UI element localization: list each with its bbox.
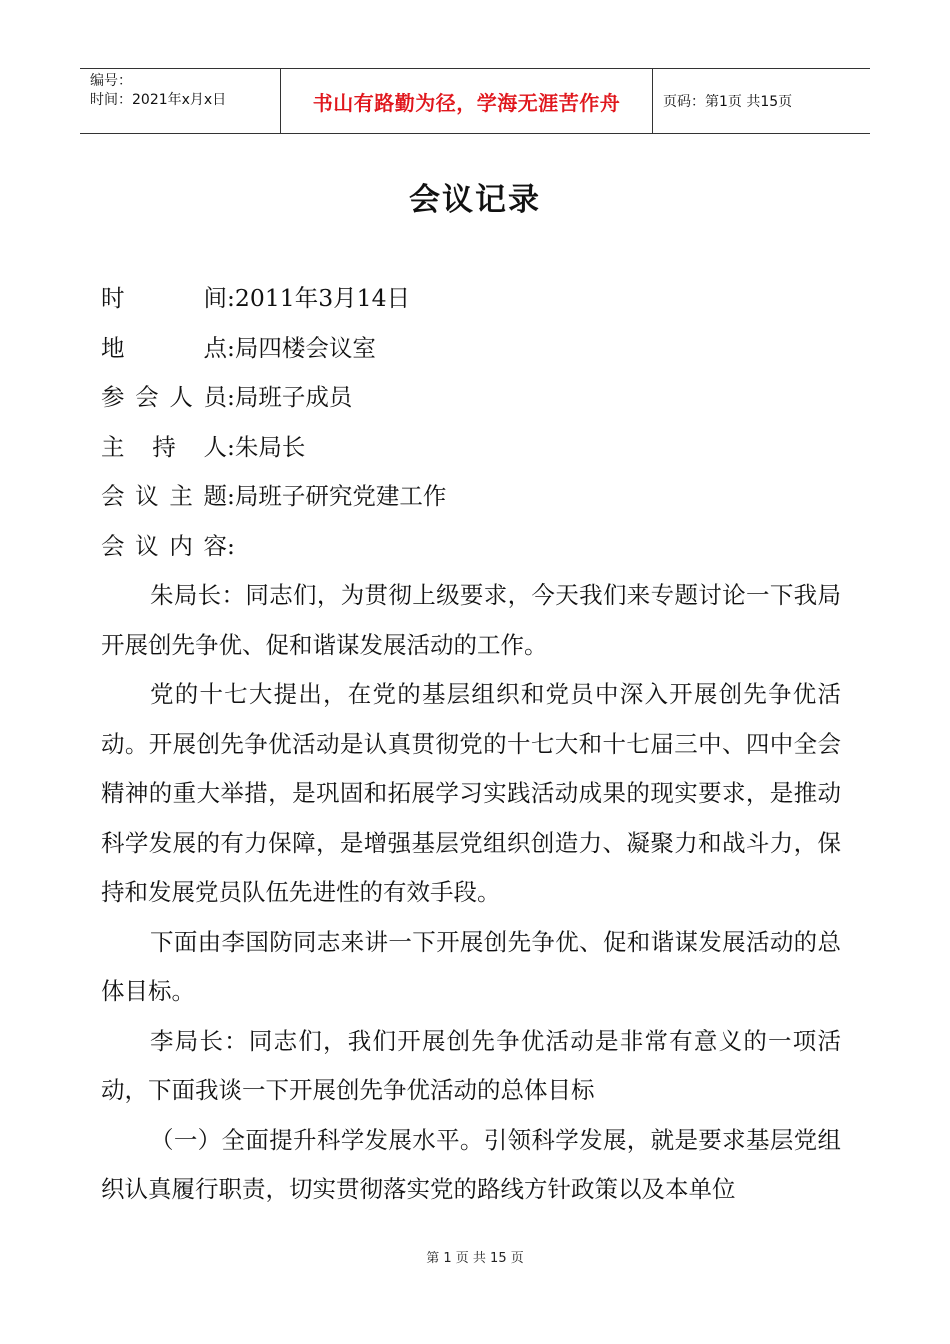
meta-colon: : xyxy=(227,531,235,560)
meta-value: 2011年3月14日 xyxy=(234,284,411,312)
body-paragraph: 下面由李国防同志来讲一下开展创先争优、促和谐谋发展活动的总体目标。 xyxy=(101,927,841,1005)
meta-label: 时间 xyxy=(101,284,227,312)
meta-row-topic xyxy=(101,472,841,522)
document-body xyxy=(101,274,841,1215)
meta-label: 会议主题 xyxy=(101,482,227,510)
body-paragraph: 朱局长：同志们，为贯彻上级要求，今天我们来专题讨论一下我局开展创先争优、促和谐谋发展活动的工作。 xyxy=(101,581,841,659)
meta-label: 参会人员 xyxy=(101,383,227,411)
meta-colon: : xyxy=(227,432,235,461)
meta-label: 地点 xyxy=(101,333,227,362)
meta-colon: : xyxy=(227,333,235,362)
document-title: 会议记录 xyxy=(409,182,541,218)
meta-colon: : xyxy=(227,383,235,411)
body-paragraph: 李局长：同志们，我们开展创先争优活动是非常有意义的一项活动，下面我谈一下开展创先争优活动的总体目标 xyxy=(101,1026,841,1104)
meta-row-content xyxy=(101,522,841,572)
meta-colon: : xyxy=(227,482,235,510)
document-date-label: 时间：2021年x月x日 xyxy=(90,92,227,108)
meta-label: 主持人 xyxy=(101,432,227,461)
meta-row-time xyxy=(101,274,841,324)
meta-row-host xyxy=(101,423,841,473)
document-number-label: 编号： xyxy=(90,73,132,89)
header-motto-cell xyxy=(281,69,653,133)
header-page-cell xyxy=(653,69,870,133)
body-paragraph: （一）全面提升科学发展水平。引领科学发展，就是要求基层党组织认真履行职责，切实贯彻落实党的路线方针政策以及本单位 xyxy=(101,1125,841,1203)
meta-value: 局班子成员 xyxy=(234,383,353,411)
header-motto: 书山有路勤为径，学海无涯苦作舟 xyxy=(312,90,621,115)
meta-row-attendees xyxy=(101,373,841,423)
meta-value: 局四楼会议室 xyxy=(234,333,376,362)
page-footer: 第 1 页 共 15 页 xyxy=(426,1251,524,1266)
meta-colon: : xyxy=(227,284,235,312)
body-paragraph: 党的十七大提出，在党的基层组织和党员中深入开展创先争优活动。开展创先争优活动是认真贯彻党的十七大和十七届三中、四中全会精神的重大举措，是巩固和拓展学习实践活动成果的现实要求，是推动科学发展的有力保障，是增强基层党组织创造力、凝聚力和战斗力，保持和发展党员队伍先进性的有效手段。 xyxy=(101,680,841,906)
header-page-info: 页码：第1页 共15页 xyxy=(663,94,793,110)
meta-label: 会议内容 xyxy=(101,531,227,560)
meta-value: 朱局长 xyxy=(234,432,306,461)
meta-value: 局班子研究党建工作 xyxy=(234,482,447,510)
meta-row-location xyxy=(101,324,841,374)
page-header xyxy=(80,68,870,134)
header-info-cell xyxy=(80,69,281,133)
